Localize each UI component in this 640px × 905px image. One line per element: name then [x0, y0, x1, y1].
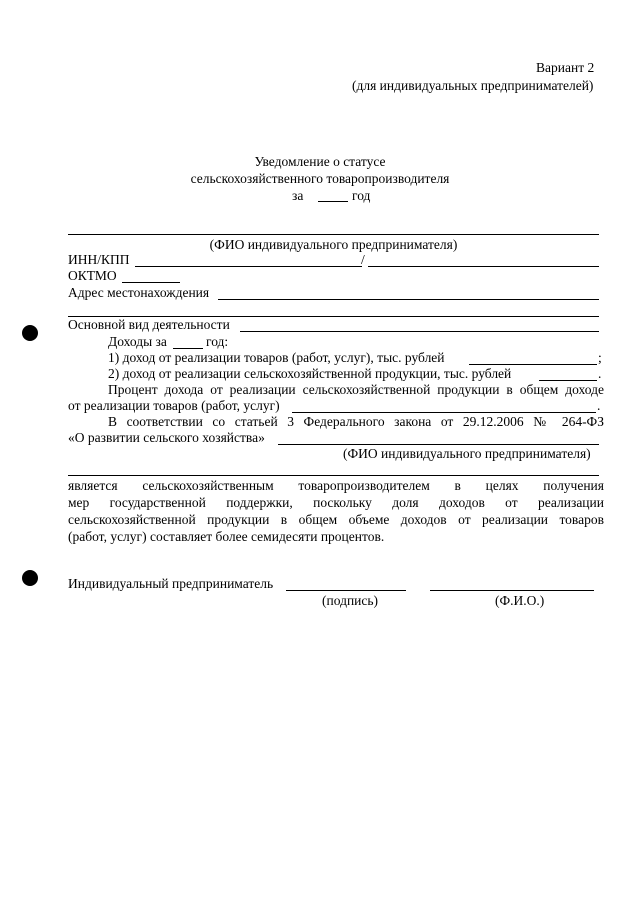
- signature-fio-caption: (Ф.И.О.): [495, 593, 545, 608]
- kpp-blank[interactable]: [368, 266, 599, 267]
- income-item2: 2) доход от реализации сельскохозяйственной продукции, тыс. рублей: [108, 366, 512, 381]
- inn-blank[interactable]: [135, 266, 362, 267]
- punch-hole-dot: [22, 325, 38, 341]
- law-line2: «О развитии сельского хозяйства»: [68, 430, 265, 445]
- income-item1-end: ;: [598, 350, 602, 365]
- main-activity-blank[interactable]: [240, 331, 599, 332]
- statement-line1: является сельскохозяйственным товаропроизводителем в целях получения: [68, 478, 604, 493]
- income-header-prefix: Доходы за: [108, 334, 167, 349]
- percent-line2: от реализации товаров (работ, услуг): [68, 398, 280, 413]
- percent-end: .: [597, 398, 601, 413]
- address-blank[interactable]: [218, 299, 599, 300]
- law-line1: В соответствии со статьей 3 Федерального закона от 29.12.2006 № 264-ФЗ: [108, 414, 604, 429]
- income-header-suffix: год:: [206, 334, 229, 349]
- oktmo-blank[interactable]: [122, 282, 180, 283]
- title-line1: Уведомление о статусе: [254, 154, 386, 169]
- variant-note: (для индивидуальных предпринимателей): [352, 78, 594, 93]
- address-label: Адрес местонахождения: [68, 285, 210, 300]
- signature-label: Индивидуальный предприниматель: [68, 576, 274, 591]
- year-blank[interactable]: [318, 201, 348, 202]
- statement-line2: мер государственной поддержки, поскольку доля доходов от реализации: [68, 495, 604, 510]
- income-year-blank[interactable]: [173, 348, 203, 349]
- punch-hole-dot: [22, 570, 38, 586]
- signature-blank[interactable]: [286, 590, 406, 591]
- inn-kpp-separator: /: [361, 252, 365, 267]
- law-fio-blank[interactable]: [278, 444, 599, 445]
- inn-kpp-label: ИНН/КПП: [68, 252, 130, 267]
- percent-line1: Процент дохода от реализации сельскохозяйственной продукции в общем доходе: [108, 382, 604, 397]
- signature-sign-caption: (подпись): [322, 593, 379, 608]
- percent-blank[interactable]: [292, 412, 596, 413]
- title-line2: сельскохозяйственного товаропроизводителя: [190, 171, 450, 186]
- statement-line4: (работ, услуг) составляет более семидесяти процентов.: [68, 529, 385, 544]
- fio-blank[interactable]: [68, 234, 599, 235]
- income-item1-blank[interactable]: [469, 364, 597, 365]
- income-item2-end: .: [598, 366, 602, 381]
- title-line3-prefix: за: [292, 188, 304, 203]
- law-fio-caption: (ФИО индивидуального предпринимателя): [343, 446, 591, 461]
- law-fio-blank-2[interactable]: [68, 475, 599, 476]
- oktmo-label: ОКТМО: [68, 268, 117, 283]
- statement-line3: сельскохозяйственной продукции в общем объеме доходов от реализации товаров: [68, 512, 604, 527]
- variant-label: Вариант 2: [536, 60, 595, 75]
- main-activity-label: Основной вид деятельности: [68, 317, 230, 332]
- signature-fio-blank[interactable]: [430, 590, 594, 591]
- income-item1: 1) доход от реализации товаров (работ, услуг), тыс. рублей: [108, 350, 445, 365]
- title-line3-suffix: год: [352, 188, 371, 203]
- fio-caption: (ФИО индивидуального предпринимателя): [209, 237, 458, 252]
- income-item2-blank[interactable]: [539, 380, 597, 381]
